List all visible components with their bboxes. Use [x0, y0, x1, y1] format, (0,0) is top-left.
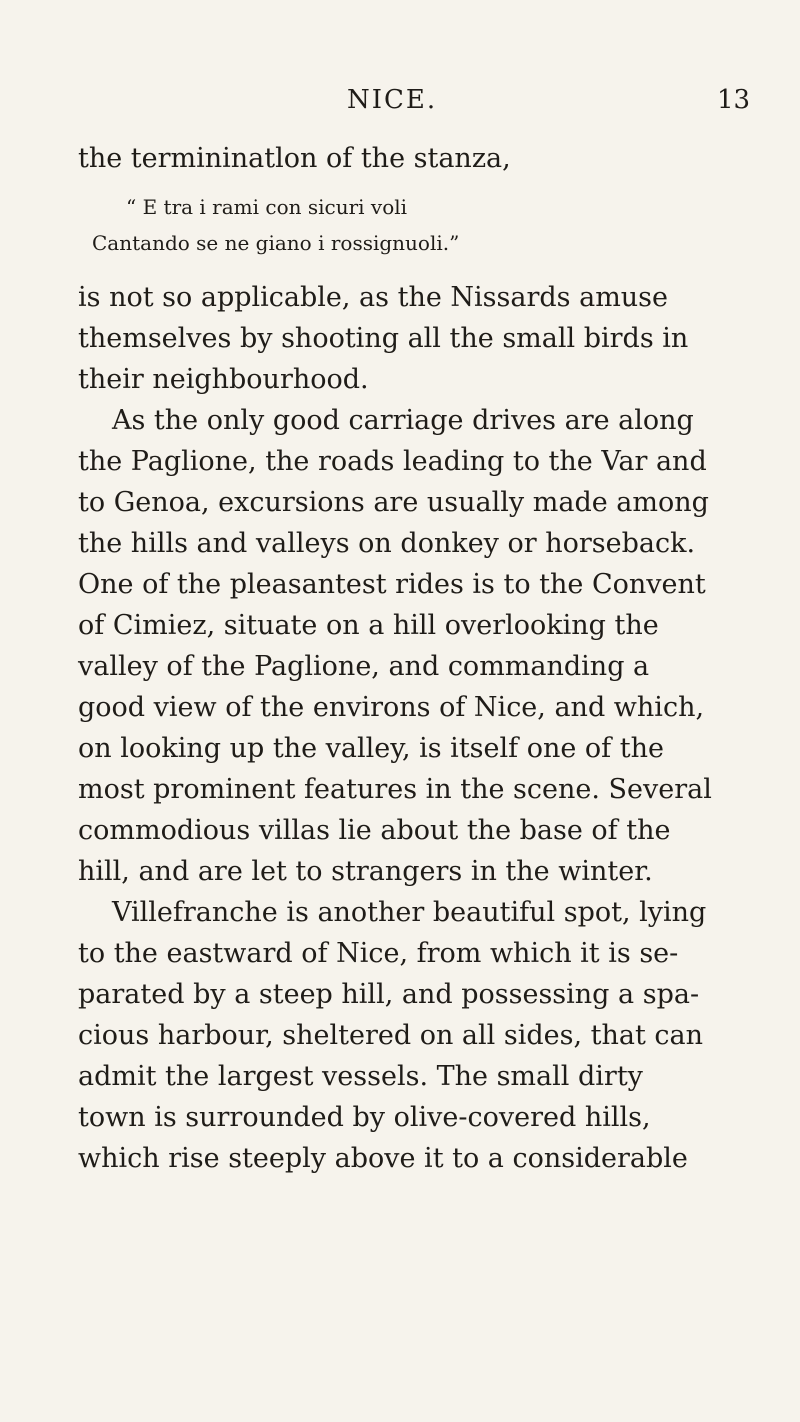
text-line: is not so applicable, as the Nissards amuse: [78, 282, 669, 313]
text-line: good view of the environs of Nice, and which,: [78, 692, 705, 723]
text-line: which rise steeply above it to a considerable: [78, 1143, 688, 1174]
quote-line: “ E tra i rami con sicuri voli: [126, 195, 408, 219]
body-text: [78, 138, 718, 1179]
text-line: the hills and valleys on donkey or horseback.: [78, 528, 696, 559]
running-title: NICE.: [347, 85, 438, 115]
text-line: the termininatlon of the stanza,: [78, 143, 511, 174]
text-line: commodious villas lie about the base of the: [78, 815, 671, 846]
text-line: most prominent features in the scene. Several: [78, 774, 712, 805]
verse-quotation: [78, 189, 718, 261]
text-line: admit the largest vessels. The small dirty: [78, 1061, 643, 1092]
text-line: themselves by shooting all the small birds in: [78, 323, 689, 354]
running-head: [0, 84, 800, 124]
text-line: valley of the Paglione, and commanding a: [78, 651, 650, 682]
text-line: hill, and are let to strangers in the winter.: [78, 856, 653, 887]
text-line: the Paglione, the roads leading to the Var and: [78, 446, 707, 477]
page-number: 13: [717, 85, 751, 115]
paragraph-start-line: Villefranche is another beautiful spot, lying: [112, 897, 707, 928]
text-line: cious harbour, sheltered on all sides, that can: [78, 1020, 704, 1051]
text-line: of Cimiez, situate on a hill overlooking the: [78, 610, 659, 641]
paragraph-start-line: As the only good carriage drives are along: [112, 405, 694, 436]
text-line: parated by a steep hill, and possessing a spa-: [78, 979, 700, 1010]
quote-line: Cantando se ne giano i rossignuoli.”: [92, 231, 460, 255]
text-line: their neighbourhood.: [78, 364, 369, 395]
text-line: town is surrounded by olive-covered hills,: [78, 1102, 651, 1133]
text-line: to the eastward of Nice, from which it is se-: [78, 938, 679, 969]
text-line: on looking up the valley, is itself one of the: [78, 733, 664, 764]
text-line: One of the pleasantest rides is to the Convent: [78, 569, 706, 600]
text-line: to Genoa, excursions are usually made among: [78, 487, 709, 518]
